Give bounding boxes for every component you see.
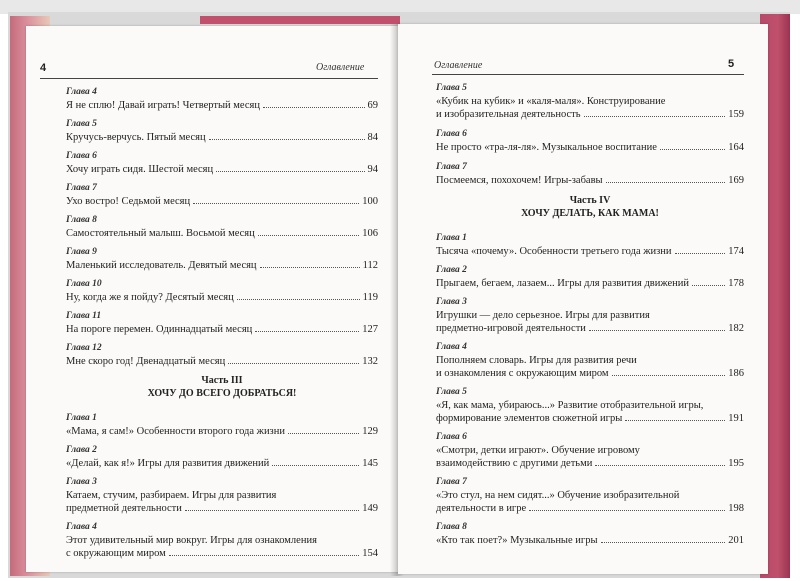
- entry-page-number: 169: [728, 175, 744, 186]
- toc-entry: [66, 310, 378, 336]
- entry-title-line: [436, 412, 744, 425]
- chapter-label: Глава 7: [66, 183, 97, 193]
- chapter-label: Глава 10: [66, 279, 102, 289]
- entry-title-line: [66, 163, 378, 176]
- chapter-label: Глава 5: [436, 83, 467, 93]
- entry-title: Ухо востро! Седьмой месяц: [66, 196, 191, 207]
- entry-title-line: [66, 502, 378, 515]
- entry-title-line: [436, 141, 744, 154]
- toc-entry: [66, 476, 378, 515]
- entry-title: Ну, когда же я пойду? Десятый месяц: [66, 292, 234, 303]
- entry-title-line: [66, 547, 378, 560]
- entry-title: предметной деятельности: [66, 503, 182, 514]
- entry-title: деятельности в игре: [436, 503, 527, 514]
- toc-entry: [66, 214, 378, 240]
- entry-title-line: [436, 245, 744, 258]
- entry-title-line: [66, 355, 378, 368]
- chapter-label: Глава 7: [436, 162, 467, 172]
- dot-leader: [260, 259, 360, 268]
- entry-page-number: 198: [728, 503, 744, 514]
- entry-title: взаимодействию с другими детьми: [436, 458, 593, 469]
- entry-title-line: [66, 457, 378, 470]
- chapter-label: Глава 3: [436, 297, 467, 307]
- toc-entry: [66, 118, 378, 144]
- entry-title: Я не сплю! Давай играть! Четвертый месяц: [66, 100, 260, 111]
- entry-page-number: 132: [362, 356, 378, 367]
- toc-entry: [66, 278, 378, 304]
- entry-title: «Делай, как я!» Игры для развития движений: [66, 458, 270, 469]
- entry-title-line: [66, 195, 378, 208]
- entry-title-line: [436, 502, 744, 515]
- entry-page-number: 149: [362, 503, 378, 514]
- toc-entry: [436, 232, 744, 258]
- dot-leader: [288, 425, 359, 434]
- toc-entry: [436, 341, 744, 380]
- entry-title-line: [436, 95, 744, 108]
- dot-leader: [601, 534, 726, 543]
- dot-leader: [263, 99, 365, 108]
- entry-title: «Мама, я сам!» Особенности второго года жизни: [66, 426, 285, 437]
- entry-title-line: [66, 323, 378, 336]
- chapter-label: Глава 2: [66, 445, 97, 455]
- dot-leader: [228, 355, 359, 364]
- page-number: 4: [40, 62, 47, 74]
- toc-entry: [436, 161, 744, 187]
- part-heading: [436, 194, 744, 220]
- toc-entry: [436, 264, 744, 290]
- toc-entry: [66, 182, 378, 208]
- entry-page-number: 182: [728, 323, 744, 334]
- toc-entry: [436, 128, 744, 154]
- dot-leader: [209, 131, 365, 140]
- entry-title-line: [436, 534, 744, 547]
- entry-page-number: 84: [367, 132, 378, 143]
- chapter-label: Глава 4: [436, 342, 467, 352]
- entry-title-line: [66, 131, 378, 144]
- header-rule: [432, 74, 744, 75]
- entry-page-number: 159: [728, 109, 744, 120]
- chapter-label: Глава 1: [436, 233, 467, 243]
- entry-title: «Я, как мама, убираюсь...» Развитие отобразительной игры,: [436, 400, 704, 411]
- dot-leader: [272, 457, 359, 466]
- chapter-label: Глава 2: [436, 265, 467, 275]
- entry-title: Пополняем словарь. Игры для развития речи: [436, 355, 637, 366]
- entry-page-number: 191: [728, 413, 744, 424]
- toc-entry: [66, 86, 378, 112]
- table-of-contents: [66, 86, 378, 566]
- toc-entry: [66, 444, 378, 470]
- entry-page-number: 164: [728, 142, 744, 153]
- entry-title-line: [436, 309, 744, 322]
- entry-page-number: 106: [362, 228, 378, 239]
- entry-title-line: [436, 354, 744, 367]
- toc-entry: [66, 521, 378, 560]
- dot-leader: [675, 245, 726, 254]
- entry-title-line: [66, 227, 378, 240]
- entry-title: «Смотри, детки играют». Обучение игровому: [436, 445, 640, 456]
- book-cover-top-edge: [200, 16, 400, 24]
- chapter-label: Глава 4: [66, 522, 97, 532]
- chapter-label: Глава 6: [436, 432, 467, 442]
- entry-page-number: 195: [728, 458, 744, 469]
- entry-page-number: 94: [367, 164, 378, 175]
- entry-title: Игрушки — дело серьезное. Игры для развития: [436, 310, 650, 321]
- toc-entry: [66, 246, 378, 272]
- dot-leader: [595, 457, 725, 466]
- entry-title: Тысяча «почему». Особенности третьего года жизни: [436, 246, 672, 257]
- toc-entry: [436, 82, 744, 121]
- entry-title-line: [436, 108, 744, 121]
- entry-title-line: [436, 174, 744, 187]
- running-header: Оглавление: [316, 62, 365, 73]
- chapter-label: Глава 3: [66, 477, 97, 487]
- entry-title-line: [436, 277, 744, 290]
- entry-page-number: 100: [362, 196, 378, 207]
- toc-entry: [66, 412, 378, 438]
- entry-title: Кручусь-верчусь. Пятый месяц: [66, 132, 206, 143]
- dot-leader: [612, 367, 726, 376]
- toc-entry: [66, 150, 378, 176]
- dot-leader: [589, 322, 725, 331]
- entry-title: Маленький исследователь. Девятый месяц: [66, 260, 257, 271]
- entry-title: Хочу играть сидя. Шестой месяц: [66, 164, 214, 175]
- entry-title-line: [436, 367, 744, 380]
- entry-title-line: [66, 291, 378, 304]
- dot-leader: [169, 547, 359, 556]
- dot-leader: [606, 174, 726, 183]
- entry-page-number: 145: [362, 458, 378, 469]
- dot-leader: [625, 412, 725, 421]
- part-label: Часть IV: [569, 195, 611, 206]
- entry-title-line: [66, 489, 378, 502]
- toc-entry: [436, 296, 744, 335]
- chapter-label: Глава 5: [436, 387, 467, 397]
- entry-title-line: [66, 534, 378, 547]
- chapter-label: Глава 11: [66, 311, 102, 321]
- page-number: 5: [728, 58, 735, 70]
- entry-title: предметно-игровой деятельности: [436, 323, 586, 334]
- entry-title-line: [436, 489, 744, 502]
- entry-page-number: 178: [728, 278, 744, 289]
- chapter-label: Глава 4: [66, 87, 97, 97]
- entry-page-number: 174: [728, 246, 744, 257]
- entry-page-number: 69: [367, 100, 378, 111]
- chapter-label: Глава 5: [66, 119, 97, 129]
- table-of-contents: [436, 82, 744, 553]
- chapter-label: Глава 8: [66, 215, 97, 225]
- toc-entry: [436, 431, 744, 470]
- part-title: ХОЧУ ДО ВСЕГО ДОБРАТЬСЯ!: [147, 388, 297, 399]
- chapter-label: Глава 6: [436, 129, 467, 139]
- entry-title: с окружающим миром: [66, 548, 166, 559]
- entry-title: Самостоятельный малыш. Восьмой месяц: [66, 228, 255, 239]
- entry-title: Посмеемся, похохочем! Игры-забавы: [436, 175, 603, 186]
- entry-page-number: 154: [362, 548, 378, 559]
- entry-title: и ознакомления с окружающим миром: [436, 368, 609, 379]
- entry-page-number: 186: [728, 368, 744, 379]
- part-heading: [66, 374, 378, 400]
- entry-page-number: 201: [728, 535, 744, 546]
- dot-leader: [660, 141, 725, 150]
- chapter-label: Глава 6: [66, 151, 97, 161]
- running-header: Оглавление: [434, 60, 483, 71]
- entry-title: Мне скоро год! Двенадцатый месяц: [66, 356, 226, 367]
- part-label: Часть III: [201, 375, 243, 386]
- entry-title: и изобразительная деятельность: [436, 109, 581, 120]
- entry-title-line: [436, 399, 744, 412]
- part-title: ХОЧУ ДЕЛАТЬ, КАК МАМА!: [521, 208, 659, 219]
- toc-entry: [436, 386, 744, 425]
- dot-leader: [258, 227, 360, 236]
- entry-title-line: [436, 322, 744, 335]
- toc-entry: [66, 342, 378, 368]
- dot-leader: [255, 323, 359, 332]
- entry-title-line: [66, 259, 378, 272]
- toc-entry: [436, 521, 744, 547]
- header-rule: [40, 78, 378, 79]
- entry-title: Не просто «тра-ля-ля». Музыкальное воспитание: [436, 142, 657, 153]
- dot-leader: [237, 291, 360, 300]
- toc-entry: [436, 476, 744, 515]
- entry-page-number: 119: [362, 292, 378, 303]
- entry-title-line: [436, 457, 744, 470]
- chapter-label: Глава 7: [436, 477, 467, 487]
- entry-title: «Это стул, на нем сидят...» Обучение изобразительной: [436, 490, 680, 501]
- dot-leader: [193, 195, 359, 204]
- entry-title: Этот удивительный мир вокруг. Игры для ознакомления: [66, 535, 317, 546]
- entry-title: Катаем, стучим, разбираем. Игры для развития: [66, 490, 277, 501]
- chapter-label: Глава 1: [66, 413, 97, 423]
- dot-leader: [185, 502, 359, 511]
- right-page: [398, 24, 768, 574]
- chapter-label: Глава 12: [66, 343, 102, 353]
- left-page: [26, 26, 398, 572]
- entry-title-line: [436, 444, 744, 457]
- entry-page-number: 112: [362, 260, 378, 271]
- entry-title: На пороге перемен. Одиннадцатый месяц: [66, 324, 253, 335]
- entry-title: «Кубик на кубик» и «каля-маля». Конструирование: [436, 96, 666, 107]
- chapter-label: Глава 9: [66, 247, 97, 257]
- dot-leader: [529, 502, 725, 511]
- dot-leader: [692, 277, 725, 286]
- entry-page-number: 127: [362, 324, 378, 335]
- entry-page-number: 129: [362, 426, 378, 437]
- entry-title: Прыгаем, бегаем, лазаем... Игры для развития движений: [436, 278, 690, 289]
- dot-leader: [584, 108, 726, 117]
- entry-title-line: [66, 425, 378, 438]
- chapter-label: Глава 8: [436, 522, 467, 532]
- entry-title-line: [66, 99, 378, 112]
- entry-title: «Кто так поет?» Музыкальные игры: [436, 535, 598, 546]
- dot-leader: [216, 163, 364, 172]
- entry-title: формирование элементов сюжетной игры: [436, 413, 623, 424]
